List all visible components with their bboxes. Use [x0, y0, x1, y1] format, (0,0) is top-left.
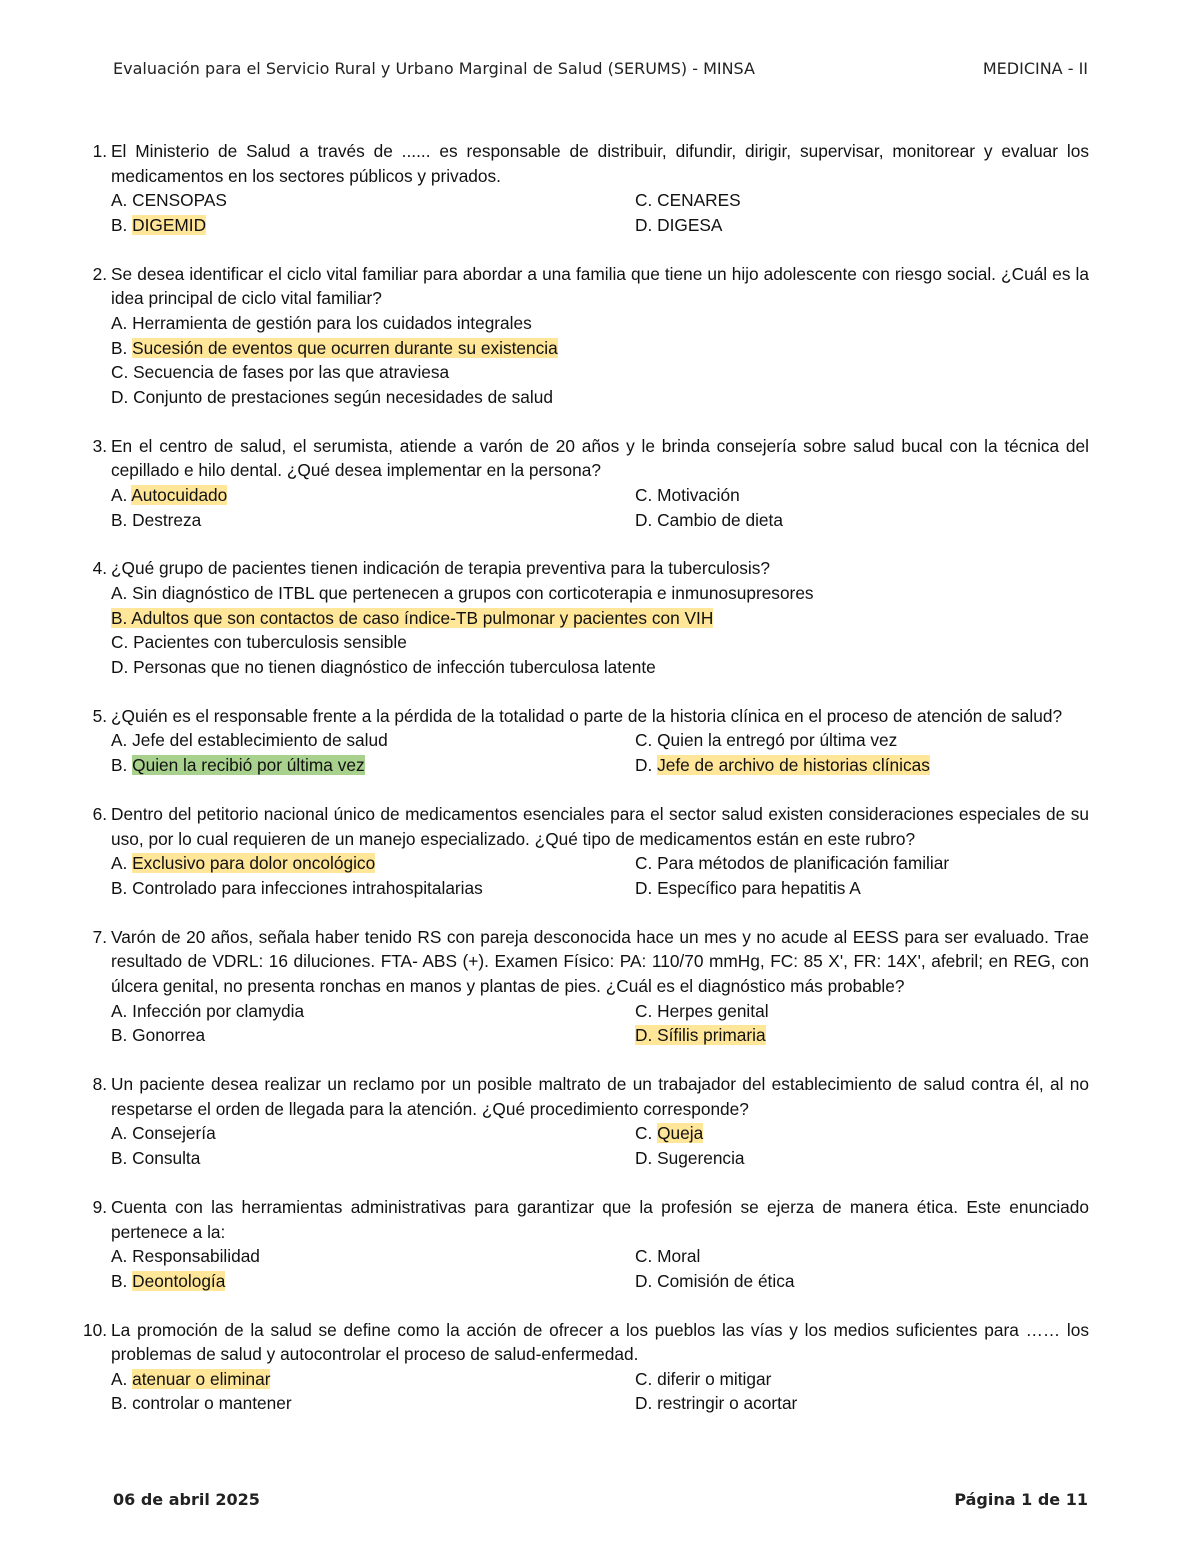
question-number: 10. — [82, 1319, 107, 1340]
option-letter: B. — [111, 337, 128, 358]
answer-option — [111, 336, 1089, 361]
highlighted-answer: Exclusivo para dolor oncológico — [132, 853, 376, 874]
option-text: Infección por clamydia — [132, 1000, 305, 1021]
option-letter: A. — [111, 1000, 128, 1021]
highlighted-answer: Queja — [657, 1123, 704, 1144]
answer-option — [635, 728, 1089, 753]
option-letter: A. — [111, 312, 128, 333]
option-letter: C. — [635, 1368, 653, 1389]
question-item — [92, 925, 1089, 1048]
answer-option — [111, 606, 1089, 631]
answer-option — [111, 508, 635, 533]
question-stem: ¿Quién es el responsable frente a la pérdida de la totalidad o parte de la historia clínica en el proceso de atención de salud? — [111, 705, 1063, 726]
answer-option — [111, 630, 1089, 655]
question-number: 2. — [92, 263, 107, 284]
option-text: Pacientes con tuberculosis sensible — [133, 632, 407, 653]
option-letter: D. — [111, 656, 129, 677]
highlighted-answer: DIGEMID — [132, 214, 207, 235]
answer-options — [111, 483, 1089, 532]
page-total: 11 — [1065, 1490, 1088, 1509]
option-letter: C. — [635, 730, 653, 751]
highlighted-answer: Autocuidado — [131, 484, 228, 505]
option-letter: C. — [635, 484, 653, 505]
answer-option — [635, 999, 1089, 1024]
option-letter: D. — [635, 1270, 653, 1291]
option-letter: B. — [111, 607, 128, 628]
option-text: Responsabilidad — [132, 1246, 260, 1267]
option-text: Secuencia de fases por las que atraviesa — [133, 362, 450, 383]
option-letter: B. — [111, 755, 128, 776]
answer-option — [635, 213, 1089, 238]
option-letter: C. — [635, 1246, 653, 1267]
question-item — [92, 1195, 1089, 1293]
answer-options — [111, 728, 1089, 777]
option-text: Conjunto de prestaciones según necesidades de salud — [133, 386, 553, 407]
answer-option — [111, 581, 1089, 606]
option-text: Cambio de dieta — [657, 509, 783, 530]
option-letter: D. — [635, 1393, 653, 1414]
header-title: Evaluación para el Servicio Rural y Urbano Marginal de Salud (SERUMS) - MINSA — [113, 59, 755, 78]
option-text: Personas que no tienen diagnóstico de infección tuberculosa latente — [133, 656, 656, 677]
highlighted-answer: Deontología — [132, 1270, 226, 1291]
option-letter: D. — [635, 214, 653, 235]
highlighted-answer-alt: Quien la recibió por última vez — [132, 755, 365, 776]
option-text: Controlado para infecciones intrahospitalarias — [132, 877, 483, 898]
answer-option — [111, 188, 635, 213]
option-text: Destreza — [132, 509, 202, 530]
question-stem: Un paciente desea realizar un reclamo por un posible maltrato de un trabajador del establecimiento de salud contra él, al no respetarse el orden de llegada para la atención. ¿Qué procedimiento corresponde? — [111, 1074, 1089, 1119]
question-item — [92, 704, 1089, 778]
answer-option — [111, 311, 1089, 336]
option-letter: B. — [111, 1025, 128, 1046]
answer-option — [635, 1121, 1089, 1146]
question-number: 8. — [92, 1074, 107, 1095]
question-number: 3. — [92, 435, 107, 456]
question-item — [82, 1318, 1089, 1416]
answer-option — [635, 753, 1089, 778]
answer-option — [111, 1391, 635, 1416]
answer-options — [111, 581, 1089, 679]
highlighted-answer: Sucesión de eventos que ocurren durante su existencia — [132, 337, 558, 358]
page-of: de — [1037, 1490, 1061, 1509]
question-stem: ¿Qué grupo de pacientes tienen indicación de terapia preventiva para la tuberculosis? — [111, 558, 771, 579]
answer-option — [635, 851, 1089, 876]
answer-option — [635, 1146, 1089, 1171]
answer-option — [111, 753, 635, 778]
option-letter: A. — [111, 730, 128, 751]
question-number: 4. — [92, 558, 107, 579]
header-subject: MEDICINA - II — [982, 59, 1088, 78]
option-letter: D. — [635, 877, 653, 898]
answer-option — [635, 1244, 1089, 1269]
option-letter: B. — [111, 1393, 128, 1414]
option-letter: A. — [111, 583, 128, 604]
answer-options — [111, 851, 1089, 900]
option-text: CENARES — [657, 190, 741, 211]
option-letter: A. — [111, 1368, 128, 1389]
question-item — [92, 262, 1089, 410]
answer-options — [111, 1367, 1089, 1416]
option-letter: B. — [111, 214, 128, 235]
answer-option — [111, 1023, 635, 1048]
answer-option — [635, 876, 1089, 901]
answer-options — [111, 999, 1089, 1048]
option-text: diferir o mitigar — [657, 1368, 772, 1389]
question-item — [92, 802, 1089, 900]
answer-options — [111, 1244, 1089, 1293]
option-text: controlar o mantener — [132, 1393, 292, 1414]
option-letter: A. — [111, 853, 128, 874]
option-letter: D. — [111, 386, 129, 407]
answer-option — [111, 385, 1089, 410]
answer-option — [635, 1023, 1089, 1048]
option-letter: C. — [635, 1000, 653, 1021]
answer-option — [635, 483, 1089, 508]
option-letter: D. — [635, 1025, 653, 1046]
option-letter: A. — [111, 190, 128, 211]
option-letter: B. — [111, 1270, 128, 1291]
option-letter: B. — [111, 509, 128, 530]
question-number: 9. — [92, 1196, 107, 1217]
option-letter: C. — [111, 632, 129, 653]
answer-option — [111, 876, 635, 901]
option-text: Motivación — [657, 484, 740, 505]
option-text: Comisión de ética — [657, 1270, 795, 1291]
question-number: 6. — [92, 804, 107, 825]
answer-option — [635, 508, 1089, 533]
answer-option — [111, 999, 635, 1024]
option-text: Para métodos de planificación familiar — [657, 853, 950, 874]
question-stem: En el centro de salud, el serumista, atiende a varón de 20 años y le brinda consejería sobre salud bucal con la técnica del cepillado e hilo dental. ¿Qué desea implementar en la persona? — [111, 435, 1089, 481]
option-text: restringir o acortar — [657, 1393, 798, 1414]
question-number: 7. — [92, 926, 107, 947]
answer-option — [635, 1367, 1089, 1392]
option-letter: C. — [635, 853, 653, 874]
highlighted-answer: Adultos que son contactos de caso índice-TB pulmonar y pacientes con VIH — [131, 607, 714, 628]
option-letter: D. — [635, 755, 653, 776]
question-list — [82, 139, 1089, 1440]
answer-option — [111, 1244, 635, 1269]
option-letter: D. — [635, 1147, 653, 1168]
option-letter: D. — [635, 509, 653, 530]
question-stem: Cuenta con las herramientas administrativas para garantizar que la profesión se ejerza de manera ética. Este enunciado pertenece a la: — [111, 1196, 1089, 1242]
answer-option — [111, 1121, 635, 1146]
answer-option — [111, 1269, 635, 1294]
highlighted-answer: Sífilis primaria — [657, 1025, 766, 1046]
option-text: Moral — [657, 1246, 701, 1267]
question-item — [92, 434, 1089, 532]
option-text: CENSOPAS — [132, 190, 227, 211]
highlighted-answer: Jefe de archivo de historias clínicas — [657, 755, 930, 776]
highlighted-option — [635, 1025, 766, 1045]
answer-options — [111, 188, 1089, 237]
answer-option — [635, 188, 1089, 213]
option-text: Herpes genital — [657, 1000, 769, 1021]
question-item — [92, 556, 1089, 679]
option-text: Gonorrea — [132, 1025, 206, 1046]
page-label: Página — [954, 1490, 1016, 1509]
option-text: Específico para hepatitis A — [657, 877, 861, 898]
option-text: Quien la entregó por última vez — [657, 730, 898, 751]
answer-option — [111, 1146, 635, 1171]
option-text: Herramienta de gestión para los cuidados integrales — [132, 312, 532, 333]
footer-date: 06 de abril 2025 — [113, 1490, 260, 1509]
question-stem: El Ministerio de Salud a través de ...... es responsable de distribuir, difundir, dirigir, supervisar, monitorear y evaluar los medicamentos en los sectores públicos y privados. — [111, 141, 1089, 186]
option-letter: A. — [111, 1123, 128, 1144]
question-number: 5. — [92, 705, 107, 726]
answer-option — [111, 483, 635, 508]
highlighted-answer: atenuar o eliminar — [132, 1368, 271, 1389]
option-text: DIGESA — [657, 214, 723, 235]
question-item — [92, 139, 1089, 237]
option-letter: B. — [111, 877, 128, 898]
option-letter: C. — [111, 362, 129, 383]
answer-option — [111, 213, 635, 238]
option-letter: B. — [111, 1147, 128, 1168]
answer-option — [111, 1367, 635, 1392]
option-letter: A. — [111, 1246, 128, 1267]
answer-option — [111, 360, 1089, 385]
answer-option — [111, 728, 635, 753]
question-stem: Varón de 20 años, señala haber tenido RS con pareja desconocida hace un mes y no acude al EESS para ser evaluado. Trae resultado de VDRL: 16 diluciones. FTA- ABS (+). Examen Físico: PA: 110/70 mmHg, FC: 85 X', FR: 14X', afebril; en REG, con úlcera genital, no presenta ronchas en manos y plantas de pies. ¿Cuál es el diagnóstico más probable? — [111, 926, 1089, 996]
option-text: Consulta — [132, 1147, 201, 1168]
page-header — [113, 59, 1088, 83]
highlighted-option — [111, 608, 713, 628]
question-stem: Dentro del petitorio nacional único de medicamentos esenciales para el sector salud existen consideraciones especiales de su uso, por lo cual requieren de un manejo especializado. ¿Qué tipo de medicamentos están en este rubro? — [111, 804, 1089, 849]
question-stem: La promoción de la salud se define como la acción de ofrecer a los pueblos las vías y los medios suficientes para …… los problemas de salud y autocontrolar el proceso de salud-enfermedad. — [111, 1319, 1089, 1365]
answer-options — [111, 311, 1089, 409]
answer-option — [111, 851, 635, 876]
option-text: Jefe del establecimiento de salud — [132, 730, 388, 751]
page-number — [954, 1490, 1088, 1509]
option-letter: A. — [111, 484, 128, 505]
option-text: Sin diagnóstico de ITBL que pertenecen a grupos con corticoterapia e inmunosupresores — [132, 583, 814, 604]
page-current: 1 — [1021, 1490, 1033, 1509]
answer-option — [635, 1391, 1089, 1416]
question-item — [92, 1072, 1089, 1170]
question-stem: Se desea identificar el ciclo vital familiar para abordar a una familia que tiene un hijo adolescente con riesgo social. ¿Cuál es la idea principal de ciclo vital familiar? — [111, 263, 1089, 309]
answer-option — [635, 1269, 1089, 1294]
question-number: 1. — [92, 141, 107, 161]
option-text: Consejería — [132, 1123, 216, 1144]
answer-option — [111, 655, 1089, 680]
option-text: Sugerencia — [657, 1147, 745, 1168]
answer-options — [111, 1121, 1089, 1170]
option-letter: C. — [635, 190, 653, 211]
option-letter: C. — [635, 1123, 653, 1144]
page-footer — [113, 1490, 1088, 1514]
